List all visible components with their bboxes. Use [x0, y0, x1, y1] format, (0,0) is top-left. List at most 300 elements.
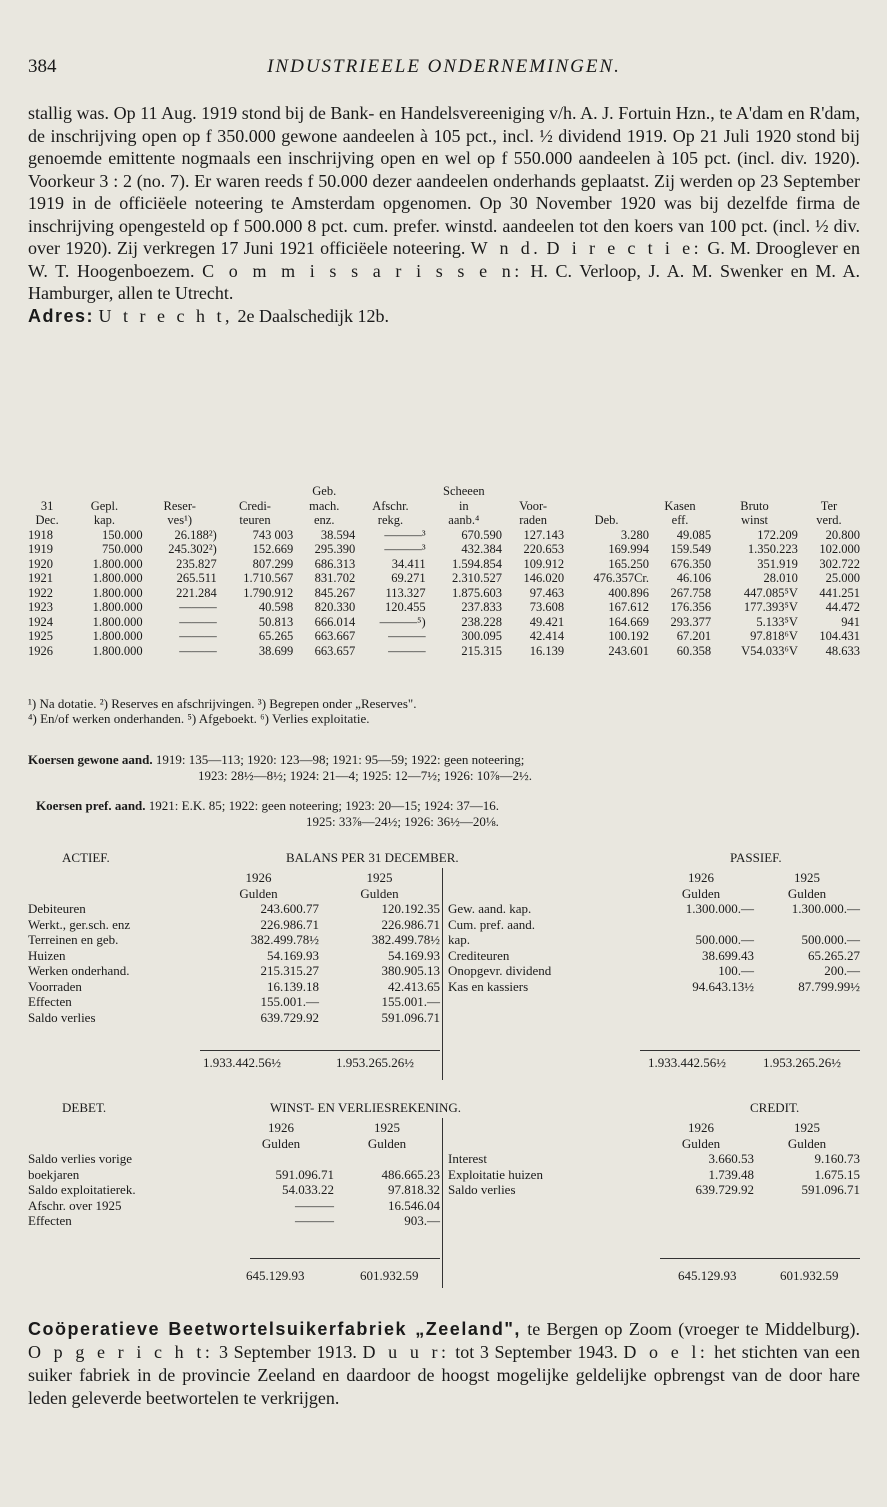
item-value-1926: 3.660.53 [708, 1151, 754, 1166]
currency-label: Gulden [360, 885, 399, 901]
stats-header-cell: kap. [93, 513, 115, 527]
table-cell: 238.228 [461, 614, 503, 629]
item-label: Interest [448, 1151, 487, 1166]
item-value-1925: 382.499.78½ [371, 932, 440, 947]
stats-header-cell [355, 484, 425, 499]
winst-divider [442, 1118, 443, 1288]
table-cell: 69.271 [391, 571, 426, 585]
item-label: Saldo exploitatierek. [28, 1182, 136, 1197]
winst-debet-title: DEBET. [62, 1100, 107, 1115]
list-item [28, 948, 440, 964]
koersen-gewone-line1: 1919: 135—113; 1920: 123—98; 1921: 95—59; 1922: geen noteering; [155, 752, 525, 767]
item-label: Onopgevr. dividend [448, 963, 552, 978]
balans-total-right-1926: 1.933.442.56½ [648, 1055, 726, 1070]
stats-header-cell [502, 484, 564, 499]
stats-header-cell [798, 484, 860, 499]
list-item [28, 963, 440, 979]
table-cell: 46.106 [676, 571, 712, 585]
year-label: 1925 [366, 870, 393, 885]
item-label: Exploitatie huizen [448, 1166, 543, 1182]
balans-actief-title: ACTIEF. [62, 850, 110, 865]
balans-total-left-1926: 1.933.442.56½ [203, 1055, 281, 1070]
balans-passief-title: PASSIEF. [730, 850, 782, 865]
balans-section [28, 850, 860, 1070]
item-value-1926: 54.033.22 [282, 1182, 334, 1197]
item-label: Gew. aand. kap. [448, 901, 532, 916]
winst-total-right-1925: 601.932.59 [780, 1268, 839, 1283]
table-cell: 25.000 [825, 571, 860, 585]
table-row [28, 629, 860, 644]
blank-cell [448, 1120, 648, 1136]
table-cell: 60.358 [676, 643, 712, 658]
blank-cell [448, 886, 648, 902]
currency-header-row [28, 886, 440, 902]
blank-cell [28, 1136, 228, 1152]
item-label: Effecten [28, 1213, 72, 1228]
winst-total-right-1926: 645.129.93 [678, 1268, 737, 1283]
list-item [448, 979, 860, 995]
table-row [28, 644, 860, 659]
list-item [448, 1182, 860, 1198]
currency-label: Gulden [367, 1135, 407, 1151]
company-location: Bergen op Zoom (vroeger te Middelburg). [546, 1319, 860, 1339]
item-value-1926: 215.315.27 [260, 963, 319, 978]
item-value-1925: 500.000.— [801, 932, 860, 947]
item-value-1926: 226.986.71 [260, 916, 319, 932]
stats-header-cell: teuren [239, 513, 271, 527]
currency-header-row [28, 1136, 440, 1152]
winst-total-left-1925: 601.932.59 [360, 1268, 419, 1283]
item-label: kap. [448, 932, 471, 947]
table-cell: 172.209 [757, 527, 798, 542]
table-cell: ——— [179, 629, 217, 643]
table-cell: 5.133⁵V [756, 614, 798, 629]
currency-label: Gulden [681, 885, 721, 901]
table-cell: 159.549 [670, 542, 712, 556]
item-value-1925: 1.675.15 [814, 1166, 860, 1182]
adres-city: U t r e c h t, [98, 305, 233, 326]
table-cell: 50.813 [258, 614, 294, 629]
item-value-1925: 903.— [404, 1213, 440, 1228]
balans-total-left-1925: 1.953.265.26½ [336, 1055, 414, 1070]
duur-value: tot 3 September 1943. [455, 1342, 618, 1362]
stats-header-cell [143, 484, 217, 499]
directie-value: G. M. Drooglever en W. T. Hoogenboezem. [28, 238, 861, 281]
list-item [448, 1151, 860, 1167]
table-cell: 97.463 [529, 585, 565, 600]
item-label: Effecten [28, 994, 72, 1009]
list-item [28, 994, 440, 1010]
currency-label: Gulden [239, 885, 278, 901]
item-value-1925: 42.413.65 [388, 978, 440, 994]
table-cell: 1.800.000 [92, 629, 143, 643]
item-value-1925 [334, 1151, 440, 1167]
table-row [28, 600, 860, 615]
table-cell: 447.085⁵V [743, 585, 798, 600]
winst-total-left-1926: 645.129.93 [246, 1268, 305, 1283]
table-cell: 267.758 [670, 585, 712, 600]
doel-label: D o e l: [623, 1342, 709, 1362]
table-cell: 1.800.000 [92, 614, 143, 629]
item-label: Afschr. over 1925 [28, 1197, 122, 1213]
list-item [28, 1182, 440, 1198]
stats-header-cell [564, 499, 649, 514]
table-cell: ——— [179, 614, 217, 629]
table-cell: 1922 [28, 585, 53, 600]
page-title: INDUSTRIEELE ONDERNEMINGEN. [267, 56, 621, 77]
table-cell: 34.411 [391, 556, 426, 571]
table-cell: 1925 [28, 629, 53, 643]
item-value-1925: 16.546.04 [388, 1197, 440, 1213]
wnd-label: W n d. [470, 238, 542, 258]
koersen-pref-label: Koersen pref. aand. [36, 798, 146, 813]
item-label: Saldo verlies vorige [28, 1151, 132, 1166]
table-cell: 44.472 [825, 600, 860, 614]
stats-header-cell: Gepl. [90, 498, 119, 513]
list-item [28, 901, 440, 917]
stats-header-cell: raden [519, 513, 547, 527]
stats-header-cell: mach. [309, 498, 340, 513]
item-value-1926: 38.699.43 [702, 947, 754, 963]
table-cell: 48.633 [825, 643, 860, 658]
table-cell: 743 003 [252, 527, 294, 542]
item-value-1926 [648, 917, 754, 933]
adres-line [28, 305, 860, 328]
table-cell: 67.201 [676, 629, 712, 643]
item-value-1926: 500.000.— [695, 932, 754, 947]
item-value-1926: 243.600.77 [260, 901, 319, 916]
directie-label: D i r e c t i e: [546, 238, 703, 258]
item-label: Terreinen en geb. [28, 932, 119, 947]
table-row [28, 542, 860, 557]
table-cell: 666.014 [314, 614, 356, 629]
table-cell: 400.896 [608, 585, 650, 600]
table-cell: 49.421 [529, 614, 565, 629]
intro-body: stallig was. Op 11 Aug. 1919 stond bij de Bank- en Handelsvereeniging v/h. A. J. Fortuin Hzn., te A'dam en R'dam, de inschrijving open op f 350.000 gewone aandeelen à 105 pct., incl. ½ dividend 1919. Op 21 Juli 1920 stond bij genoemde emittente nogmaals een inschrijving open en wel op f 550.000 aandeelen à 105 pct. (incl. div. 1920). Voorkeur 3 : 2 (no. 7). Er waren reeds f 50.000 dezer aandeelen onderhands geplaatst. Zij werden op 23 September 1919 in de officiëele noteering te Amsterdam opgenomen. Op 30 November 1920 was bij dezelfde firma de inschrijving opengesteld op f 500.000 8 pct. cum. prefer. winstd. aandeelen tot den koers van 100 pct. (incl. ½ div. over 1920). Zij verkregen 17 Juni 1921 officiëele noteering. [28, 103, 860, 258]
year-label: 1925 [374, 1120, 400, 1135]
table-cell: 302.722 [819, 556, 860, 571]
table-cell: 476.357Cr. [593, 571, 650, 585]
year-label: 1926 [268, 1120, 294, 1135]
table-cell: 221.284 [176, 585, 217, 600]
item-value-1925: 54.169.93 [388, 947, 440, 963]
stats-header-cell [28, 484, 66, 499]
stats-header-cell: Credi- [239, 498, 271, 513]
table-cell: 38.594 [320, 527, 356, 542]
table-cell: 300.095 [461, 629, 503, 643]
table-cell: 120.455 [385, 600, 426, 614]
table-cell: 1919 [28, 542, 53, 556]
item-value-1925: 120.192.35 [381, 901, 440, 916]
list-item [28, 1213, 440, 1229]
table-cell: 265.511 [176, 571, 217, 585]
footnote-line: ¹) Na dotatie. ²) Reserves en afschrijvingen. ³) Begrepen onder „Reserves". [28, 696, 417, 711]
table-cell: 49.085 [676, 527, 712, 542]
list-item [28, 979, 440, 995]
table-cell: V54.033⁶V [741, 643, 798, 658]
item-value-1925: 97.818.32 [388, 1182, 440, 1197]
item-value-1926 [228, 1151, 334, 1167]
stats-header-row [28, 513, 860, 528]
year-label: 1925 [794, 870, 820, 885]
stats-header-cell [564, 484, 649, 499]
table-cell: 432.384 [461, 542, 503, 556]
table-cell: 1.594.854 [452, 556, 503, 571]
winst-section [28, 1100, 860, 1283]
item-value-1925: 591.096.71 [801, 1182, 860, 1197]
table-cell: 845.267 [314, 585, 356, 600]
item-value-1926: ——— [295, 1197, 334, 1213]
table-cell: 73.608 [529, 600, 565, 614]
table-cell: 1926 [28, 643, 53, 658]
list-item [448, 1167, 860, 1183]
item-value-1926: 155.001.— [260, 994, 319, 1009]
item-value-1926: 16.139.18 [267, 978, 319, 994]
table-row [28, 528, 860, 543]
table-cell: 676.350 [670, 556, 712, 571]
balans-passief-table [448, 870, 860, 994]
table-cell: 167.612 [608, 600, 650, 614]
company-name: Coöperatieve Beetwortelsuikerfabriek „Zeeland", [28, 1319, 521, 1339]
table-cell: 1923 [28, 600, 53, 614]
table-cell: 152.669 [252, 542, 294, 556]
blank-cell [448, 870, 648, 886]
item-value-1925: 200.— [824, 963, 860, 978]
balans-title: BALANS PER 31 DECEMBER. [286, 850, 459, 865]
table-cell: ——— [388, 629, 426, 643]
table-cell: 220.653 [523, 542, 565, 556]
table-cell: 807.299 [252, 556, 294, 571]
year-label: 1926 [688, 870, 714, 885]
currency-label: Gulden [787, 885, 827, 901]
stats-header-cell: Scheeen [443, 484, 485, 498]
table-cell: 38.699 [258, 643, 294, 658]
stats-header-cell: rekg. [377, 513, 404, 527]
table-cell: ——— [179, 643, 217, 658]
list-item [28, 932, 440, 948]
item-value-1925: 380.905.13 [381, 963, 440, 978]
item-label: Cum. pref. aand. [448, 916, 536, 932]
winst-credit-table [448, 1120, 860, 1198]
item-label: Werkt., ger.sch. enz [28, 916, 131, 932]
koersen-pref [28, 798, 860, 830]
doel-value: het stichten van een suiker fabriek in de provincie Zeeland en daardoor de hoogst mogelijke geldelijke opbrengst van de door hare leden geleverde beetwortelen te verkrijgen. [28, 1342, 861, 1408]
currency-header-row [448, 886, 860, 902]
blank-cell [28, 1120, 228, 1136]
year-label: 1926 [688, 1120, 714, 1135]
list-item [28, 1167, 440, 1183]
opgericht-label: O p g e r i c h t: [28, 1342, 214, 1362]
table-cell: 670.590 [461, 527, 503, 542]
footnote-line: ⁴) En/of werken onderhanden. ⁵) Afgeboekt. ⁶) Verlies exploitatie. [28, 711, 370, 726]
table-cell: ——— [388, 643, 426, 658]
year-label: 1925 [794, 1120, 820, 1135]
adres-street: 2e Daalschedijk 12b. [237, 305, 389, 326]
stats-header-cell [66, 484, 142, 499]
item-value-1925 [754, 917, 860, 933]
currency-label: Gulden [681, 1135, 721, 1151]
table-cell: 127.143 [523, 527, 565, 542]
table-cell: ——— [179, 600, 217, 614]
item-value-1925: 155.001.— [381, 994, 440, 1009]
balans-total-right-1925: 1.953.265.26½ [763, 1055, 841, 1070]
company-te: te [527, 1319, 541, 1339]
table-cell: 1.710.567 [243, 571, 294, 585]
table-row [28, 586, 860, 601]
stats-header-cell [649, 484, 711, 499]
item-label: Saldo verlies [448, 1182, 516, 1197]
table-cell: 40.598 [258, 600, 294, 614]
item-value-1925: 9.160.73 [814, 1151, 860, 1166]
stats-header-cell [711, 484, 798, 499]
item-value-1925: 226.986.71 [381, 916, 440, 932]
item-value-1925: 486.665.23 [381, 1166, 440, 1182]
stats-header-cell: Kasen [664, 498, 696, 513]
commissarissen-value: H. C. Verloop, J. A. M. Swenker en M. A. Hamburger, allen te Utrecht. [28, 260, 861, 303]
table-cell: 100.192 [608, 629, 650, 643]
winst-title: WINST- EN VERLIESREKENING. [270, 1100, 462, 1115]
stats-header-cell: verd. [816, 513, 842, 527]
table-cell: 215.315 [461, 643, 503, 658]
next-company-entry [28, 1318, 860, 1410]
item-value-1926: 382.499.78½ [250, 932, 319, 947]
item-label: Saldo verlies [28, 1009, 96, 1025]
item-label: Kas en kassiers [448, 978, 529, 994]
table-cell: 235.827 [176, 556, 217, 571]
table-row [28, 615, 860, 630]
currency-header-row [448, 1136, 860, 1152]
item-label: Crediteuren [448, 947, 510, 963]
next-company-paragraph [28, 1318, 860, 1410]
item-value-1925: 87.799.99½ [798, 978, 860, 994]
stats-header-cell: winst [740, 513, 769, 527]
table-cell: 3.280 [620, 527, 650, 542]
table-row [28, 571, 860, 586]
item-value-1926: 94.643.13½ [692, 978, 754, 994]
balans-rule-right [640, 1050, 860, 1051]
table-cell: 831.702 [314, 571, 356, 585]
opgericht-value: 3 September 1913. [219, 1342, 357, 1362]
stats-header-cell: Reser- [163, 498, 196, 513]
table-cell: 1921 [28, 571, 53, 585]
adres-label: Adres: [28, 305, 95, 326]
table-cell: 1.800.000 [92, 643, 143, 658]
stats-header-row [28, 499, 860, 514]
balans-rule-left [200, 1050, 440, 1051]
table-cell: 176.356 [670, 600, 712, 614]
table-row [28, 557, 860, 572]
winst-debet-table [28, 1120, 440, 1229]
list-item [448, 901, 860, 917]
table-cell: 1.800.000 [92, 556, 143, 571]
list-item [448, 932, 860, 948]
year-header-row [28, 1120, 440, 1136]
table-cell: 663.667 [314, 629, 356, 643]
item-value-1926: 591.096.71 [275, 1166, 334, 1182]
table-cell: 2.310.527 [452, 571, 503, 585]
table-cell: 243.601 [608, 643, 650, 658]
table-cell: 1.875.603 [452, 585, 503, 600]
item-value-1926: 639.729.92 [260, 1009, 319, 1025]
list-item [448, 917, 860, 933]
item-value-1925: 591.096.71 [381, 1009, 440, 1025]
table-cell: 686.313 [314, 556, 356, 571]
table-cell: 28.010 [763, 571, 798, 585]
currency-label: Gulden [261, 1135, 301, 1151]
koersen-gewone-line2: 1923: 28½—8½; 1924: 21—4; 1925: 12—7½; 1926: 10⅞—2½. [198, 768, 533, 783]
koersen-pref-line2: 1925: 33⅞—24½; 1926: 36½—20⅛. [306, 814, 499, 829]
page-number: 384 [28, 56, 57, 77]
item-value-1925: 1.300.000.— [791, 901, 860, 916]
blank-cell [28, 886, 198, 902]
statistics-header [28, 484, 860, 528]
stats-header-cell: Voor- [519, 498, 548, 513]
footnotes [28, 696, 860, 726]
stats-header-cell: eff. [671, 513, 689, 527]
item-value-1926: 1.739.48 [708, 1166, 754, 1182]
intro-text [28, 102, 860, 327]
table-cell: 26.188²) [174, 527, 217, 542]
stats-header-row [28, 484, 860, 499]
duur-label: D u u r: [362, 1342, 450, 1362]
table-cell: ———³ [384, 527, 426, 542]
winst-rule-right [660, 1258, 860, 1259]
item-label: Debiteuren [28, 901, 86, 916]
list-item [28, 917, 440, 933]
item-value-1926: ——— [295, 1213, 334, 1228]
table-cell: 1920 [28, 556, 53, 571]
year-label: 1926 [245, 870, 272, 885]
table-cell: 65.265 [258, 629, 294, 643]
year-header-row [28, 870, 440, 886]
stats-header-cell: Deb. [594, 513, 619, 527]
stats-header-cell: Bruto [740, 498, 769, 513]
table-cell: 237.833 [461, 600, 503, 614]
year-header-row [448, 870, 860, 886]
table-cell: 113.327 [385, 585, 426, 600]
table-cell: 16.139 [529, 643, 565, 658]
item-label: Werken onderhand. [28, 963, 130, 978]
table-cell: 245.302²) [168, 542, 217, 556]
item-value-1925: 65.265.27 [808, 947, 860, 963]
statistics-table [28, 484, 860, 658]
item-label: boekjaren [28, 1166, 80, 1182]
table-cell: 20.800 [825, 527, 860, 542]
blank-cell [28, 870, 198, 886]
stats-header-cell: Ter [820, 498, 838, 513]
stats-header-cell: aanb.⁴ [448, 513, 480, 527]
winst-credit-title: CREDIT. [750, 1100, 800, 1115]
stats-header-cell: in [458, 498, 469, 513]
table-cell: 750.000 [101, 542, 143, 556]
table-cell: 441.251 [819, 585, 860, 600]
table-cell: 941 [841, 614, 860, 629]
balans-actief-table [28, 870, 440, 1025]
table-cell: 165.250 [608, 556, 650, 571]
winst-rule-left [250, 1258, 440, 1259]
table-cell: 1.800.000 [92, 585, 143, 600]
year-header-row [448, 1120, 860, 1136]
list-item [448, 948, 860, 964]
stats-header-cell: enz. [314, 513, 335, 527]
table-cell: 351.919 [757, 556, 798, 571]
list-item [28, 1010, 440, 1026]
stats-header-cell: ves¹) [167, 513, 192, 527]
table-cell: 169.994 [608, 542, 650, 556]
table-cell: 1924 [28, 614, 53, 629]
item-value-1926: 100.— [718, 963, 754, 978]
table-cell: 146.020 [523, 571, 565, 585]
